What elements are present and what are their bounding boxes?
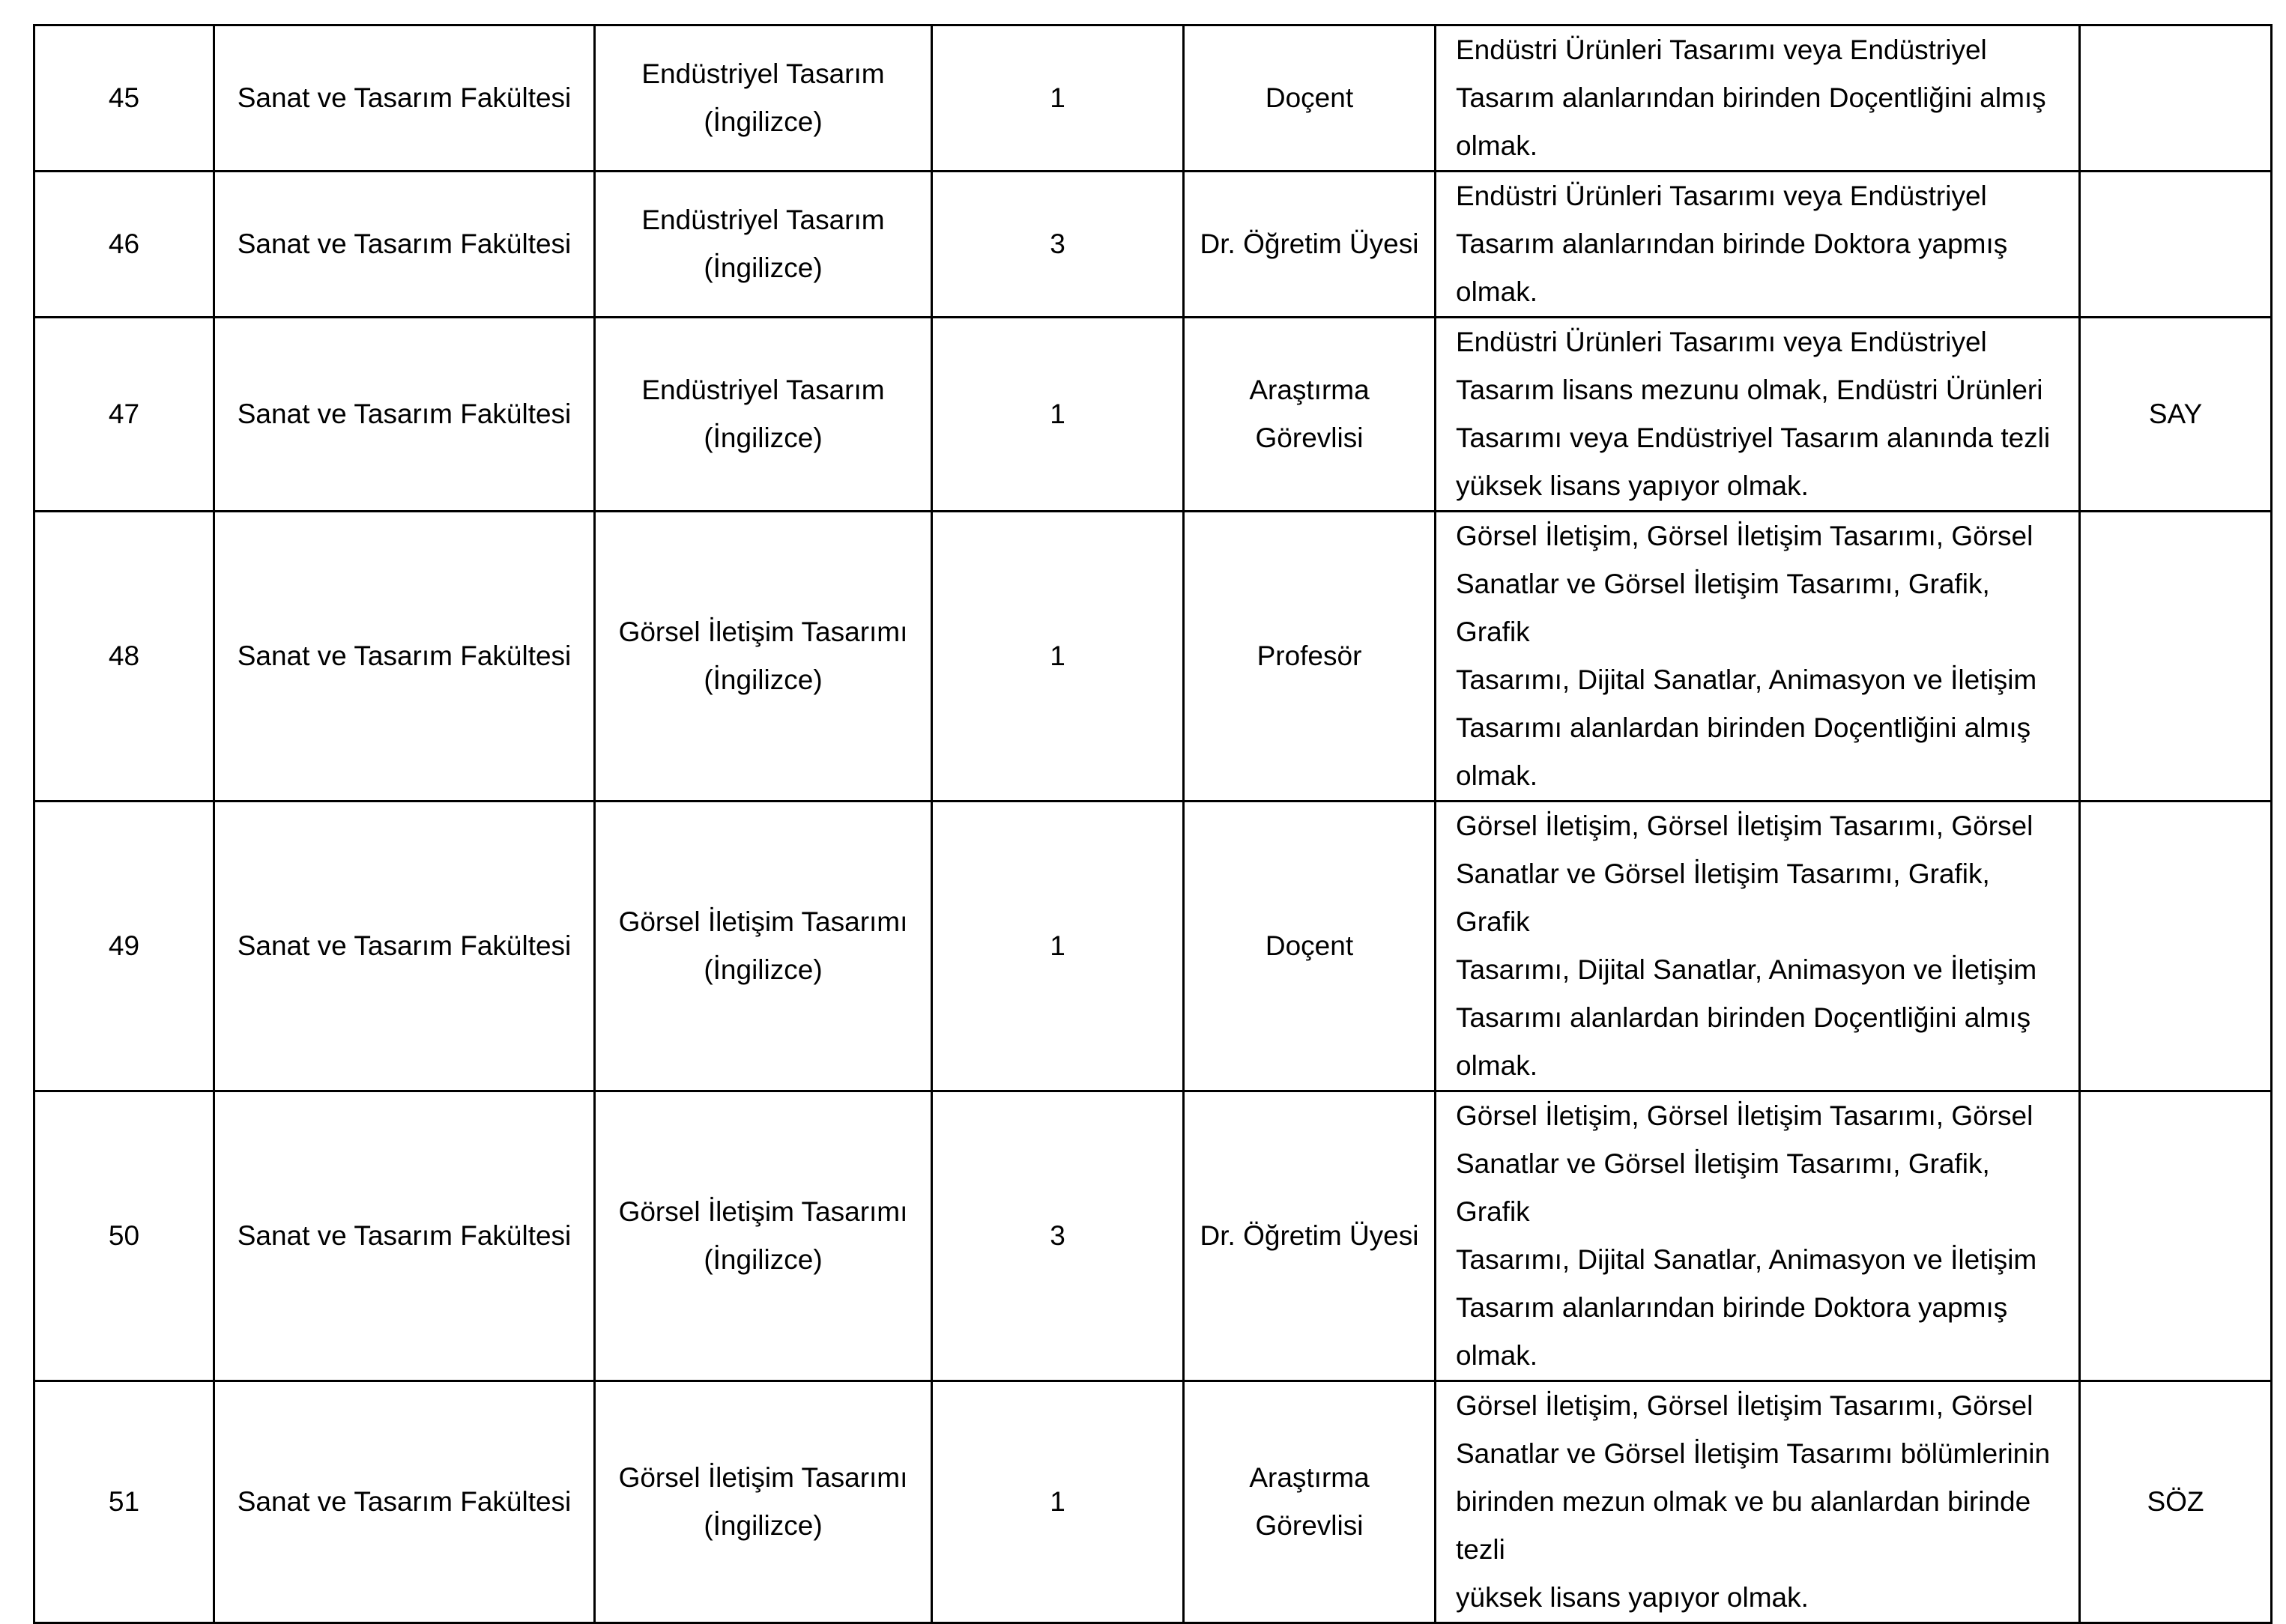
row-number-text: 47 [108,399,140,429]
faculty-text: Sanat ve Tasarım Fakültesi [237,1220,572,1251]
table-row [34,512,2272,802]
score-type-text: SAY [2148,399,2203,429]
position-count-cell [932,1091,1184,1381]
department-cell [595,318,932,512]
position-table [33,24,2273,1624]
department-cell [595,172,932,318]
department-line: Görsel İletişim Tasarımı [618,1462,908,1493]
department-line: Görsel İletişim Tasarımı [618,616,908,647]
position-count-cell [932,318,1184,512]
score-type-cell [2080,512,2272,802]
academic-title-line: Dr. Öğretim Üyesi [1200,1220,1419,1251]
requirements-line: Tasarımı alanlardan birinden Doçentliğini almış [1456,712,2031,743]
academic-title-cell [1184,802,1436,1091]
academic-title-line: Dr. Öğretim Üyesi [1200,228,1419,259]
faculty-cell [214,25,595,172]
requirements-line: Tasarım alanlarından birinde Doktora yapmış [1456,1292,2008,1323]
department-line: (İngilizce) [704,954,823,985]
academic-title-line: Araştırma [1249,1462,1370,1493]
requirements-line: Tasarım alanlarından birinden Doçentliğini almış [1456,82,2046,113]
requirements-line: olmak. [1456,1050,1537,1081]
requirements-line: Görsel İletişim, Görsel İletişim Tasarımı, Görsel [1456,811,2033,841]
department-cell [595,512,932,802]
requirements-line: Tasarımı, Dijital Sanatlar, Animasyon ve İletişim [1456,954,2037,985]
position-count-cell [932,25,1184,172]
faculty-text: Sanat ve Tasarım Fakültesi [237,228,572,259]
requirements-line: Tasarım lisans mezunu olmak, Endüstri Ürünleri [1456,375,2043,405]
department-line: Görsel İletişim Tasarımı [618,1196,908,1227]
department-cell [595,802,932,1091]
requirements-cell [1436,25,2080,172]
requirements-line: yüksek lisans yapıyor olmak. [1456,1582,1809,1613]
department-cell [595,1381,932,1623]
academic-title-cell [1184,1381,1436,1623]
requirements-line: Endüstri Ürünleri Tasarımı veya Endüstriyel [1456,34,1987,65]
faculty-text: Sanat ve Tasarım Fakültesi [237,399,572,429]
position-count-text: 1 [1050,82,1065,113]
requirements-cell [1436,512,2080,802]
position-count-text: 3 [1050,228,1065,259]
department-cell [595,1091,932,1381]
academic-title-line: Görevlisi [1255,1510,1364,1541]
academic-title-cell [1184,1091,1436,1381]
position-count-text: 1 [1050,640,1065,671]
faculty-text: Sanat ve Tasarım Fakültesi [237,640,572,671]
position-count-cell [932,1381,1184,1623]
department-line: (İngilizce) [704,1510,823,1541]
faculty-cell [214,318,595,512]
position-count-cell [932,802,1184,1091]
score-type-cell [2080,1381,2272,1623]
row-number-text: 50 [108,1220,140,1251]
requirements-line: Tasarımı, Dijital Sanatlar, Animasyon ve İletişim [1456,664,2037,695]
requirements-line: olmak. [1456,1340,1537,1371]
table-row [34,1091,2272,1381]
row-number [34,172,214,318]
requirements-line: Görsel İletişim, Görsel İletişim Tasarımı, Görsel [1456,521,2033,551]
position-count-cell [932,172,1184,318]
academic-title-cell [1184,512,1436,802]
academic-title-line: Doçent [1265,82,1354,113]
faculty-cell [214,1091,595,1381]
academic-title-line: Araştırma [1249,375,1370,405]
faculty-text: Sanat ve Tasarım Fakültesi [237,1486,572,1517]
position-count-text: 3 [1050,1220,1065,1251]
requirements-line: Sanatlar ve Görsel İletişim Tasarımı bölümlerinin [1456,1438,2051,1469]
score-type-cell [2080,172,2272,318]
table-row [34,1381,2272,1623]
department-line: (İngilizce) [704,664,823,695]
department-line: Görsel İletişim Tasarımı [618,906,908,937]
requirements-cell [1436,318,2080,512]
faculty-cell [214,802,595,1091]
department-line: (İngilizce) [704,1244,823,1275]
requirements-line: Görsel İletişim, Görsel İletişim Tasarımı, Görsel [1456,1100,2033,1131]
requirements-line: Endüstri Ürünleri Tasarımı veya Endüstriyel [1456,181,1987,211]
department-line: (İngilizce) [704,106,823,137]
row-number [34,25,214,172]
academic-title-line: Profesör [1257,640,1362,671]
requirements-line: Sanatlar ve Görsel İletişim Tasarımı, Grafik, Grafik [1456,1148,1990,1227]
department-line: Endüstriyel Tasarım [641,204,885,235]
department-line: Endüstriyel Tasarım [641,375,885,405]
requirements-line: birinden mezun olmak ve bu alanlardan birinde tezli [1456,1486,2031,1565]
requirements-line: Sanatlar ve Görsel İletişim Tasarımı, Grafik, Grafik [1456,858,1990,937]
row-number-text: 45 [108,82,140,113]
row-number-text: 51 [108,1486,140,1517]
score-type-cell [2080,318,2272,512]
faculty-text: Sanat ve Tasarım Fakültesi [237,930,572,961]
row-number-text: 49 [108,930,140,961]
row-number-text: 48 [108,640,140,671]
academic-title-line: Görevlisi [1255,422,1364,453]
row-number [34,802,214,1091]
row-number [34,318,214,512]
row-number [34,1381,214,1623]
score-type-cell [2080,802,2272,1091]
requirements-line: Sanatlar ve Görsel İletişim Tasarımı, Grafik, Grafik [1456,569,1990,647]
department-line: (İngilizce) [704,252,823,283]
requirements-line: Endüstri Ürünleri Tasarımı veya Endüstriyel [1456,327,1987,357]
faculty-cell [214,172,595,318]
faculty-cell [214,1381,595,1623]
department-cell [595,25,932,172]
requirements-line: Tasarımı alanlardan birinden Doçentliğini almış [1456,1002,2031,1033]
department-line: (İngilizce) [704,422,823,453]
academic-title-cell [1184,318,1436,512]
requirements-cell [1436,1381,2080,1623]
requirements-line: olmak. [1456,130,1537,161]
faculty-text: Sanat ve Tasarım Fakültesi [237,82,572,113]
academic-title-cell [1184,25,1436,172]
position-count-cell [932,512,1184,802]
row-number-text: 46 [108,228,140,259]
score-type-cell [2080,1091,2272,1381]
row-number [34,1091,214,1381]
requirements-line: olmak. [1456,760,1537,791]
score-type-text: SÖZ [2147,1486,2204,1517]
department-line: Endüstriyel Tasarım [641,58,885,89]
requirements-cell [1436,1091,2080,1381]
academic-title-line: Doçent [1265,930,1354,961]
position-count-text: 1 [1050,399,1065,429]
faculty-cell [214,512,595,802]
table-row [34,318,2272,512]
requirements-cell [1436,802,2080,1091]
requirements-line: Görsel İletişim, Görsel İletişim Tasarımı, Görsel [1456,1390,2033,1421]
requirements-line: olmak. [1456,276,1537,307]
requirements-cell [1436,172,2080,318]
table-row [34,802,2272,1091]
position-count-text: 1 [1050,930,1065,961]
row-number [34,512,214,802]
requirements-line: Tasarımı, Dijital Sanatlar, Animasyon ve İletişim [1456,1244,2037,1275]
position-count-text: 1 [1050,1486,1065,1517]
requirements-line: yüksek lisans yapıyor olmak. [1456,470,1809,501]
table-row [34,25,2272,172]
table-row [34,172,2272,318]
academic-title-cell [1184,172,1436,318]
requirements-line: Tasarımı veya Endüstriyel Tasarım alanında tezli [1456,422,2051,453]
score-type-cell [2080,25,2272,172]
requirements-line: Tasarım alanlarından birinde Doktora yapmış [1456,228,2008,259]
